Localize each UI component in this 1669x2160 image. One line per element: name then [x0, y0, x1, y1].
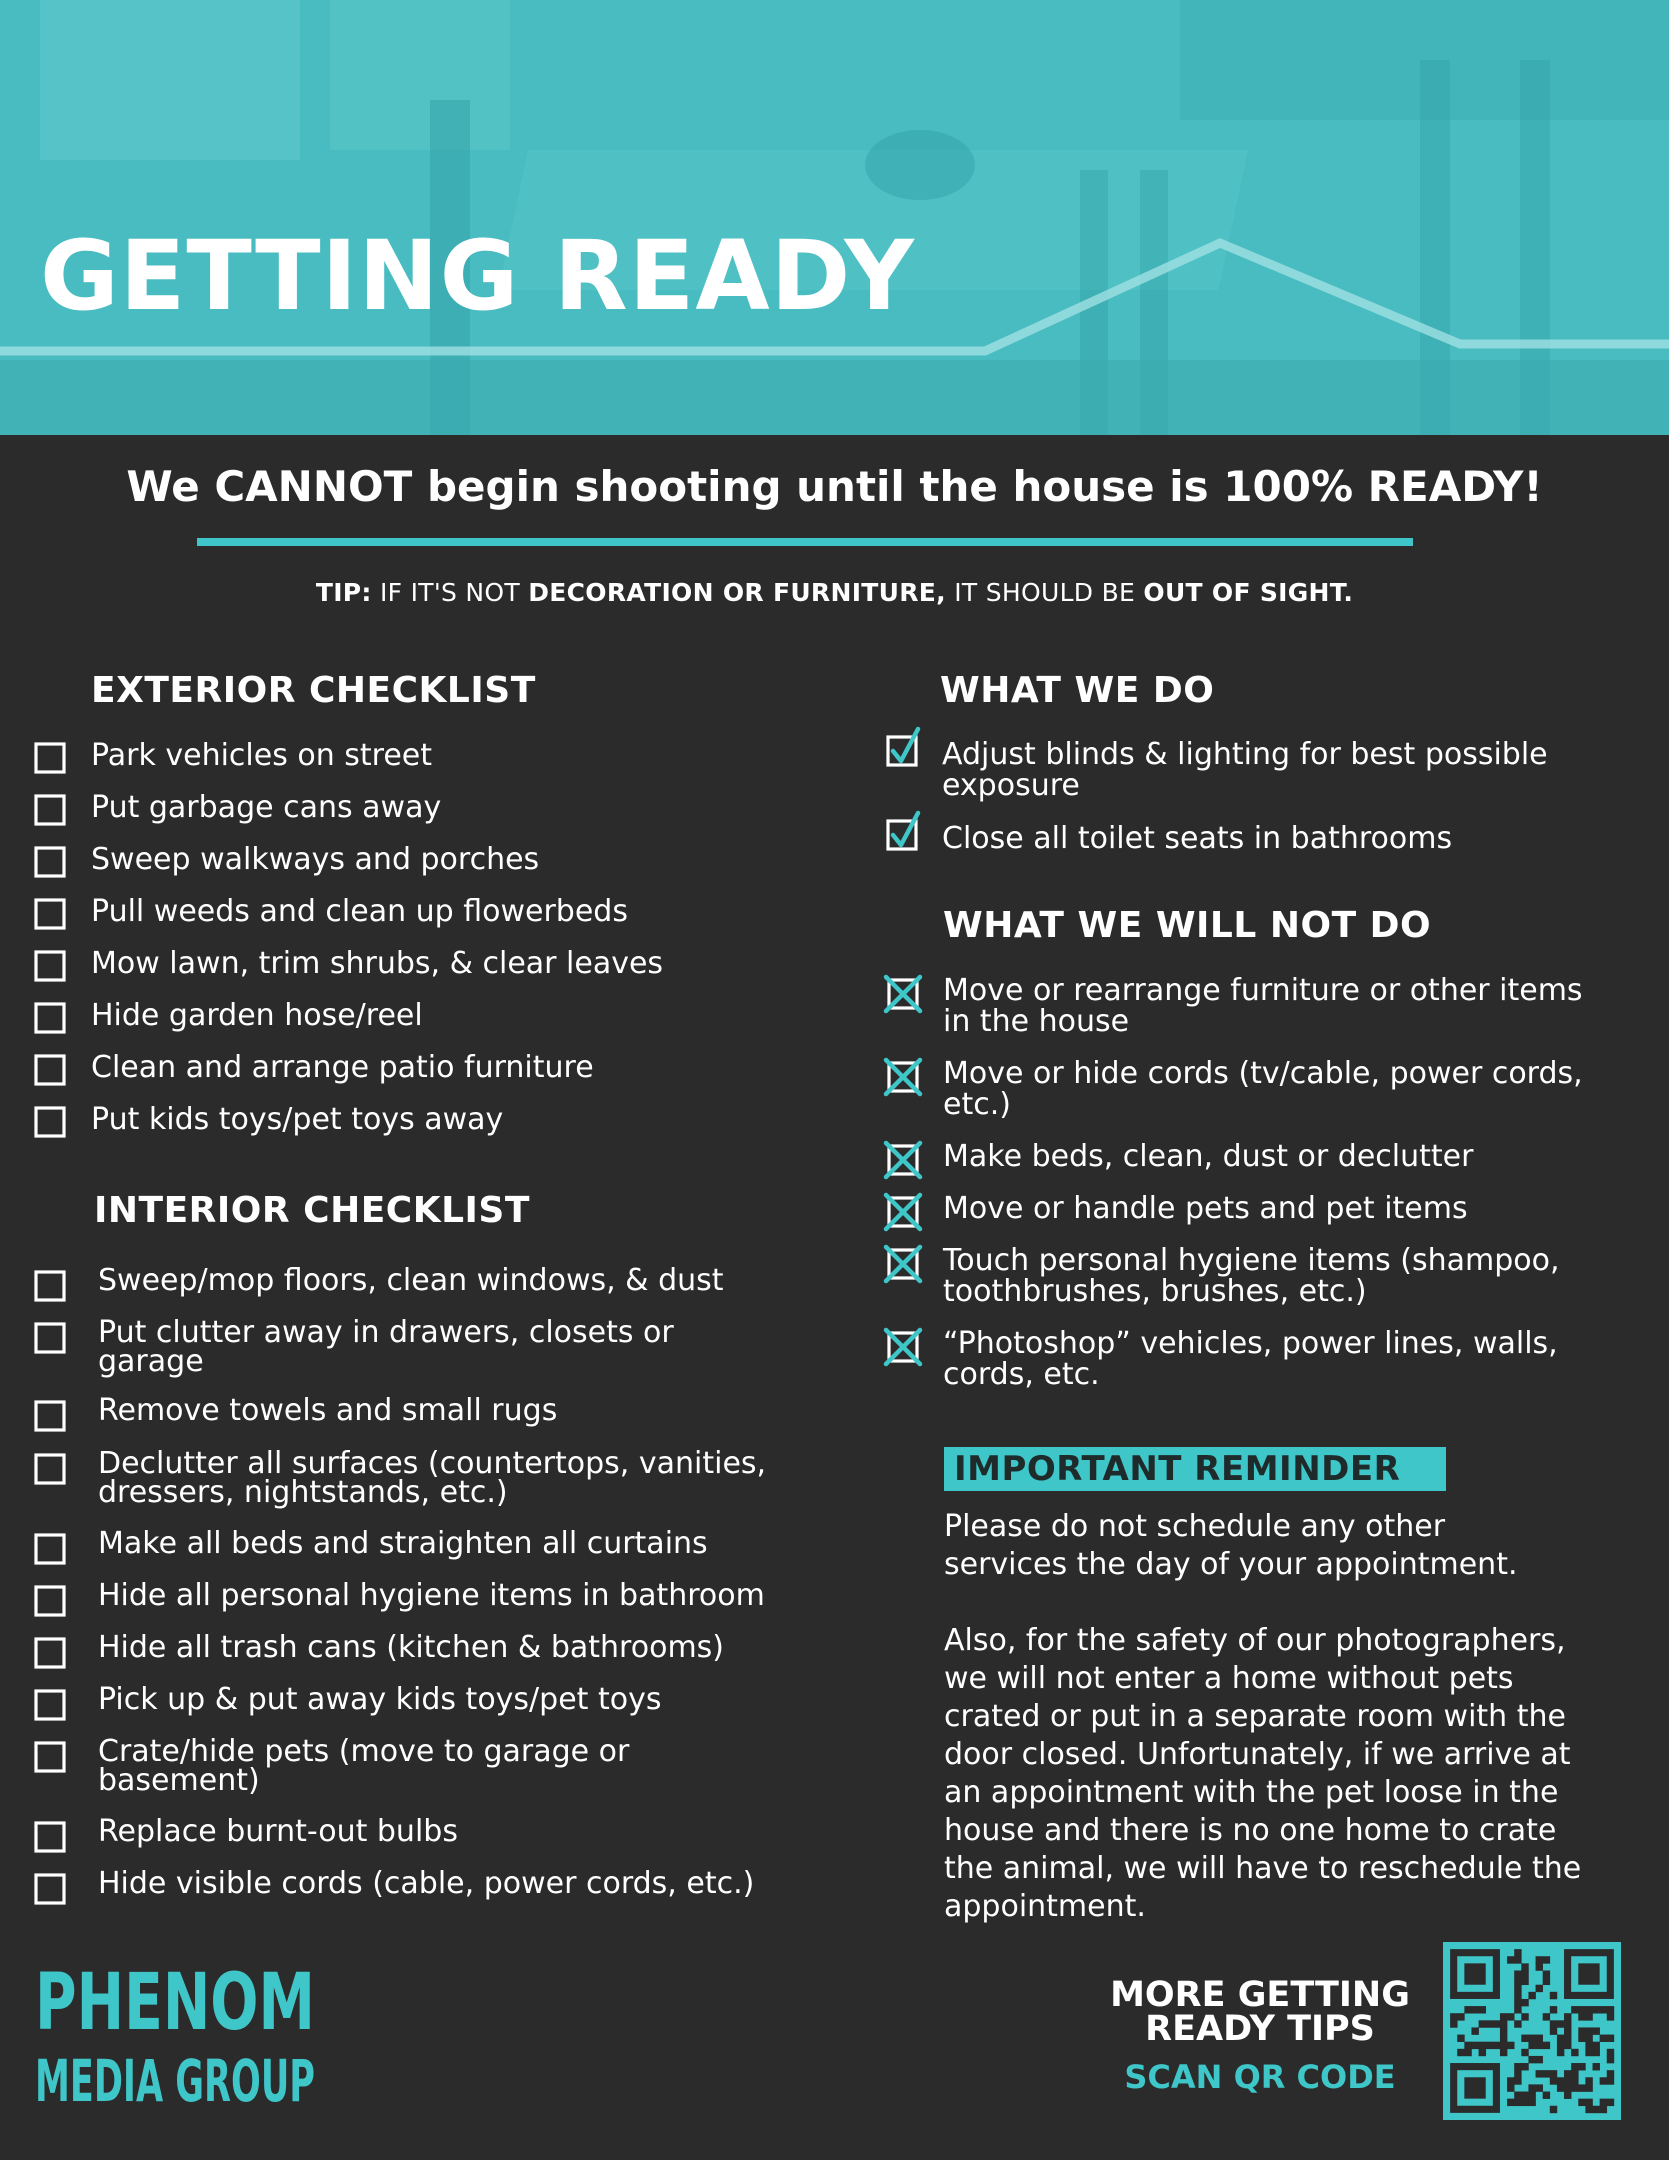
empty-checkbox-icon[interactable] — [30, 996, 74, 1040]
checklist-item-line: Replace burnt-out bulbs — [98, 1814, 458, 1849]
checklist-item-text: Mow lawn, trim shrubs, & clear leaves — [91, 946, 664, 981]
checklist-item-text: Pull weeds and clean up flowerbeds — [91, 894, 628, 929]
checklist-item-text — [98, 1446, 767, 1510]
checklist-item-line: Sweep/mop floors, clean windows, & dust — [98, 1263, 724, 1298]
tip-bold-1: DECORATION OR FURNITURE, — [528, 578, 946, 607]
logo-line-1: PHENOM — [35, 1958, 315, 2048]
tip-line — [0, 578, 1669, 607]
empty-checkbox-icon[interactable] — [30, 736, 74, 780]
checkmark-box-icon[interactable] — [882, 811, 926, 855]
checklist-item-text: Hide garden hose/reel — [91, 998, 423, 1033]
checklist-item-text — [942, 739, 1548, 801]
phenom-media-group-logo — [35, 1958, 335, 2115]
tip-text-2: IT SHOULD BE — [945, 578, 1144, 607]
empty-checkbox-icon[interactable] — [30, 1527, 74, 1571]
checklist-item-text — [943, 1328, 1558, 1390]
checklist-item-line: basement) — [98, 1763, 260, 1798]
reminder-paragraph-1 — [944, 1508, 1634, 1584]
x-box-icon[interactable] — [881, 1055, 925, 1099]
reminder-line: door closed. Unfortunately, if we arrive at — [944, 1737, 1571, 1772]
reminder-line: we will not enter a home without pets — [944, 1661, 1514, 1696]
checklist-item-text: Put garbage cans away — [91, 790, 442, 825]
x-box-icon[interactable] — [881, 1325, 925, 1369]
checklist-item-text — [943, 1141, 1473, 1172]
x-box-icon[interactable] — [881, 1138, 925, 1182]
checklist-item-text — [942, 823, 1452, 854]
tip-bold-2: OUT OF SIGHT. — [1143, 578, 1354, 607]
checklist-item-text — [943, 1193, 1468, 1224]
empty-checkbox-icon[interactable] — [30, 1394, 74, 1438]
header-banner — [0, 0, 1669, 435]
empty-checkbox-icon[interactable] — [30, 1048, 74, 1092]
checklist-item-text — [98, 1734, 630, 1798]
scan-qr-label: SCAN QR CODE — [1124, 2058, 1396, 2096]
exterior-checklist-title: EXTERIOR CHECKLIST — [91, 670, 536, 711]
what-we-will-not-do-title: WHAT WE WILL NOT DO — [943, 905, 1432, 946]
checklist-item-line: in the house — [943, 1004, 1130, 1039]
interior-checklist-title: INTERIOR CHECKLIST — [94, 1190, 530, 1231]
tip-text-1: IF IT'S NOT — [371, 578, 529, 607]
checklist-item-line: “Photoshop” vehicles, power lines, walls, — [943, 1326, 1558, 1361]
checklist-item-line: Adjust blinds & lighting for best possible — [942, 737, 1548, 772]
checklist-item-line: Move or handle pets and pet items — [943, 1191, 1468, 1226]
empty-checkbox-icon[interactable] — [30, 1264, 74, 1308]
checklist-item-line: Remove towels and small rugs — [98, 1393, 558, 1428]
empty-checkbox-icon[interactable] — [30, 1447, 74, 1491]
reminder-line: house and there is no one home to crate — [944, 1813, 1557, 1848]
checklist-item-text — [943, 1058, 1583, 1120]
checklist-item-text — [98, 1630, 725, 1665]
checklist-item-line: garage — [98, 1344, 204, 1379]
reminder-line: Please do not schedule any other — [944, 1509, 1446, 1544]
checklist-item-line: Declutter all surfaces (countertops, vanities, — [98, 1446, 767, 1481]
logo-wordmark — [35, 1958, 335, 2115]
checklist-item-text — [98, 1578, 765, 1613]
main-headline: We CANNOT begin shooting until the house is 100% READY! — [126, 462, 1543, 511]
checklist-item-line: Put clutter away in drawers, closets or — [98, 1315, 674, 1350]
checklist-item-line: Crate/hide pets (move to garage or — [98, 1734, 630, 1769]
checklist-item-line: cords, etc. — [943, 1357, 1100, 1392]
header-background-photo — [0, 0, 1669, 435]
checklist-item-text: Clean and arrange patio furniture — [91, 1050, 594, 1085]
qr-code-icon[interactable] — [1443, 1942, 1621, 2120]
checklist-item-line: Make all beds and straighten all curtains — [98, 1526, 708, 1561]
checklist-item-line: Close all toilet seats in bathrooms — [942, 821, 1453, 856]
empty-checkbox-icon[interactable] — [30, 1735, 74, 1779]
checklist-item-line: dressers, nightstands, etc.) — [98, 1475, 508, 1510]
important-reminder-title: IMPORTANT REMINDER — [944, 1447, 1446, 1491]
empty-checkbox-icon[interactable] — [30, 944, 74, 988]
checklist-item-line: Move or hide cords (tv/cable, power cords, — [943, 1056, 1583, 1091]
checklist-item-line: exposure — [942, 768, 1080, 803]
empty-checkbox-icon[interactable] — [30, 1867, 74, 1911]
empty-checkbox-icon[interactable] — [30, 1815, 74, 1859]
checklist-item-text — [98, 1526, 708, 1561]
tip-label: TIP: — [315, 578, 372, 607]
reminder-line: crated or put in a separate room with the — [944, 1699, 1566, 1734]
checkmark-box-icon[interactable] — [882, 727, 926, 771]
reminder-line: an appointment with the pet loose in the — [944, 1775, 1559, 1810]
empty-checkbox-icon[interactable] — [30, 1100, 74, 1144]
reminder-line: the animal, we will have to reschedule the — [944, 1851, 1582, 1886]
checklist-item-text: Sweep walkways and porches — [91, 842, 540, 877]
x-box-icon[interactable] — [881, 1190, 925, 1234]
reminder-line: appointment. — [944, 1889, 1146, 1924]
checklist-item-text — [98, 1263, 724, 1298]
checklist-item-line: Touch personal hygiene items (shampoo, — [943, 1243, 1560, 1278]
reminder-line: Also, for the safety of our photographers, — [944, 1623, 1566, 1658]
checklist-item-line: Make beds, clean, dust or declutter — [943, 1139, 1474, 1174]
checklist-item-text — [943, 1245, 1560, 1307]
x-box-icon[interactable] — [881, 972, 925, 1016]
reminder-paragraph-2 — [944, 1622, 1634, 1926]
empty-checkbox-icon[interactable] — [30, 892, 74, 936]
page-title: GETTING READY — [40, 220, 915, 332]
checklist-item-text: Park vehicles on street — [91, 738, 433, 773]
empty-checkbox-icon[interactable] — [30, 840, 74, 884]
more-tips-heading — [1100, 1975, 1420, 2049]
more-tips-line: MORE GETTING — [1110, 1975, 1410, 2015]
checklist-item-line: toothbrushes, brushes, etc.) — [943, 1274, 1367, 1309]
checklist-item-text — [98, 1682, 662, 1717]
checklist-item-line: etc.) — [943, 1087, 1011, 1122]
checklist-item-text: Put kids toys/pet toys away — [91, 1102, 504, 1137]
checklist-item-line: Pick up & put away kids toys/pet toys — [98, 1682, 662, 1717]
checklist-item-line: Move or rearrange furniture or other items — [943, 973, 1583, 1008]
checklist-item-text — [98, 1393, 558, 1428]
empty-checkbox-icon[interactable] — [30, 1316, 74, 1360]
checklist-item-line: Hide visible cords (cable, power cords, etc.) — [98, 1866, 755, 1901]
checklist-item-line: Hide all trash cans (kitchen & bathrooms) — [98, 1630, 725, 1665]
empty-checkbox-icon[interactable] — [30, 1683, 74, 1727]
empty-checkbox-icon[interactable] — [30, 1631, 74, 1675]
headline-divider — [197, 538, 1413, 546]
logo-line-2: MEDIA GROUP — [35, 2047, 315, 2115]
reminder-line: services the day of your appointment. — [944, 1547, 1518, 1582]
more-tips-line: READY TIPS — [1145, 2009, 1375, 2049]
checklist-item-text — [98, 1866, 755, 1901]
x-box-icon[interactable] — [881, 1242, 925, 1286]
checklist-item-text — [943, 975, 1583, 1037]
checklist-item-text — [98, 1315, 674, 1379]
checklist-item-text — [98, 1814, 458, 1849]
what-we-do-title: WHAT WE DO — [940, 670, 1215, 711]
empty-checkbox-icon[interactable] — [30, 1579, 74, 1623]
checklist-item-line: Hide all personal hygiene items in bathroom — [98, 1578, 765, 1613]
empty-checkbox-icon[interactable] — [30, 788, 74, 832]
